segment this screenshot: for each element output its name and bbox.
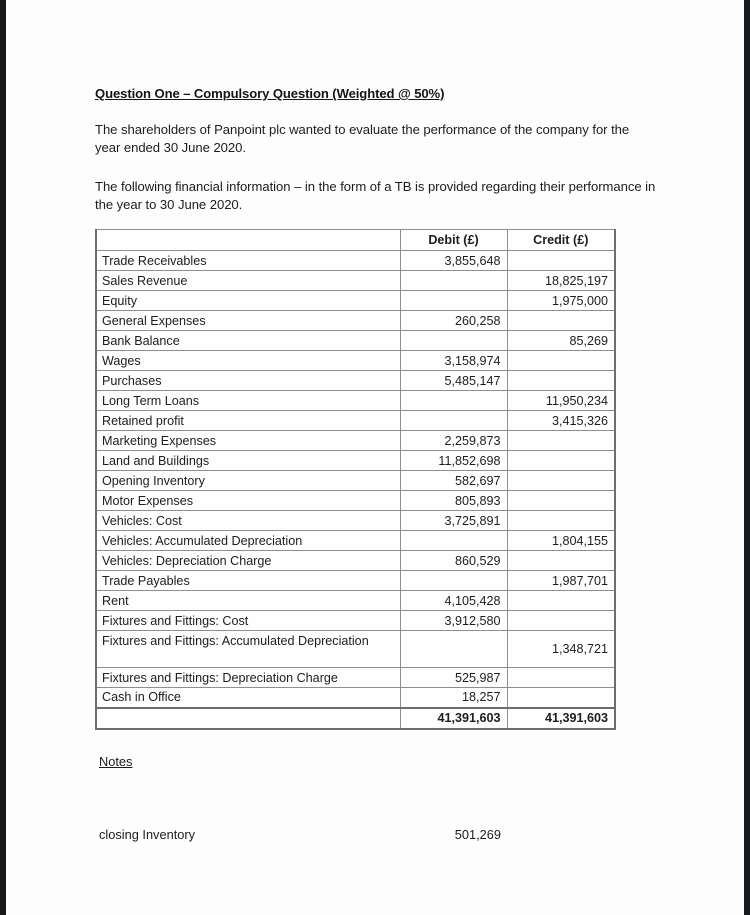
debit-amount: 582,697: [400, 471, 507, 491]
table-row: [96, 311, 615, 331]
debit-amount: [400, 531, 507, 551]
account-label: Vehicles: Depreciation Charge: [96, 551, 400, 571]
account-label: Trade Receivables: [96, 251, 400, 271]
credit-amount: [507, 431, 615, 451]
note-label: closing Inventory: [99, 826, 196, 842]
credit-amount: 85,269: [507, 331, 615, 351]
column-header-debit: Debit (£): [400, 230, 507, 251]
account-label: Fixtures and Fittings: Depreciation Charge: [96, 668, 400, 688]
account-label: Fixtures and Fittings: Cost: [96, 611, 400, 631]
account-label: Vehicles: Accumulated Depreciation: [96, 531, 400, 551]
column-header-credit: Credit (£): [507, 230, 615, 251]
account-label: Vehicles: Cost: [96, 511, 400, 531]
table-row: [96, 351, 615, 371]
credit-amount: 11,950,234: [507, 391, 615, 411]
account-label: Equity: [96, 291, 400, 311]
table-body: [96, 251, 615, 729]
account-label: Sales Revenue: [96, 271, 400, 291]
account-label: Motor Expenses: [96, 491, 400, 511]
table-row: [96, 591, 615, 611]
table-row: [96, 391, 615, 411]
table-row: [96, 611, 615, 631]
table-row: [96, 271, 615, 291]
total-label: [96, 708, 400, 729]
debit-amount: [400, 631, 507, 668]
account-label: Rent: [96, 591, 400, 611]
account-label: General Expenses: [96, 311, 400, 331]
credit-amount: 3,415,326: [507, 411, 615, 431]
note-value: 501,269: [454, 826, 501, 842]
debit-amount: 2,259,873: [400, 431, 507, 451]
notes-list: [95, 827, 651, 847]
account-label: Purchases: [96, 371, 400, 391]
credit-amount: [507, 351, 615, 371]
debit-amount: 3,725,891: [400, 511, 507, 531]
table-row: [96, 631, 615, 668]
table-row: [96, 291, 615, 311]
debit-amount: 525,987: [400, 668, 507, 688]
total-debit-amount: 41,391,603: [400, 708, 507, 729]
debit-amount: 860,529: [400, 551, 507, 571]
debit-amount: [400, 391, 507, 411]
credit-amount: 1,804,155: [507, 531, 615, 551]
page-title: Question One – Compulsory Question (Weighted @ 50%): [95, 86, 445, 101]
credit-amount: [507, 451, 615, 471]
note-item: [95, 827, 651, 847]
account-label: Opening Inventory: [96, 471, 400, 491]
table-row: [96, 531, 615, 551]
credit-amount: [507, 611, 615, 631]
credit-amount: [507, 311, 615, 331]
debit-amount: [400, 331, 507, 351]
debit-amount: 5,485,147: [400, 371, 507, 391]
credit-amount: 18,825,197: [507, 271, 615, 291]
trial-balance-table: [95, 229, 616, 730]
debit-amount: 3,912,580: [400, 611, 507, 631]
debit-amount: 260,258: [400, 311, 507, 331]
table-row: [96, 251, 615, 271]
table-row: [96, 411, 615, 431]
account-label: Marketing Expenses: [96, 431, 400, 451]
credit-amount: [507, 491, 615, 511]
total-credit-amount: 41,391,603: [507, 708, 615, 729]
table-row: [96, 491, 615, 511]
document-content: [95, 86, 656, 847]
debit-amount: 4,105,428: [400, 591, 507, 611]
credit-amount: [507, 591, 615, 611]
table-total-row: [96, 708, 615, 729]
account-label: Land and Buildings: [96, 451, 400, 471]
account-label: Fixtures and Fittings: Accumulated Depreciation: [96, 631, 400, 668]
table-row: [96, 451, 615, 471]
intro-paragraph-2: The following financial information – in the form of a TB is provided regarding their performance in the year to 30 June 2020.: [95, 179, 656, 212]
page-surface: [6, 0, 744, 915]
credit-amount: 1,987,701: [507, 571, 615, 591]
account-label: Trade Payables: [96, 571, 400, 591]
account-label: Wages: [96, 351, 400, 371]
credit-amount: [507, 551, 615, 571]
debit-amount: 3,158,974: [400, 351, 507, 371]
debit-amount: 805,893: [400, 491, 507, 511]
table-row: [96, 331, 615, 351]
intro-paragraph-1: The shareholders of Panpoint plc wanted to evaluate the performance of the company for the year ended 30 June 2020.: [95, 122, 630, 155]
debit-amount: 3,855,648: [400, 251, 507, 271]
table-row: [96, 511, 615, 531]
debit-amount: [400, 271, 507, 291]
account-label: Bank Balance: [96, 331, 400, 351]
credit-amount: [507, 251, 615, 271]
credit-amount: 1,975,000: [507, 291, 615, 311]
table-row: [96, 431, 615, 451]
table-header-row: [96, 230, 615, 251]
debit-amount: 11,852,698: [400, 451, 507, 471]
credit-amount: [507, 471, 615, 491]
table-row: [96, 471, 615, 491]
table-row: [96, 688, 615, 708]
notes-heading: Notes: [99, 753, 133, 769]
table-row: [96, 371, 615, 391]
credit-amount: 1,348,721: [507, 631, 615, 668]
debit-amount: 18,257: [400, 688, 507, 708]
account-label: Long Term Loans: [96, 391, 400, 411]
account-label: Cash in Office: [96, 688, 400, 708]
table-row: [96, 668, 615, 688]
credit-amount: [507, 668, 615, 688]
credit-amount: [507, 688, 615, 708]
column-header-account: [96, 230, 400, 251]
credit-amount: [507, 371, 615, 391]
debit-amount: [400, 291, 507, 311]
credit-amount: [507, 511, 615, 531]
debit-amount: [400, 411, 507, 431]
table-row: [96, 551, 615, 571]
account-label: Retained profit: [96, 411, 400, 431]
debit-amount: [400, 571, 507, 591]
table-row: [96, 571, 615, 591]
